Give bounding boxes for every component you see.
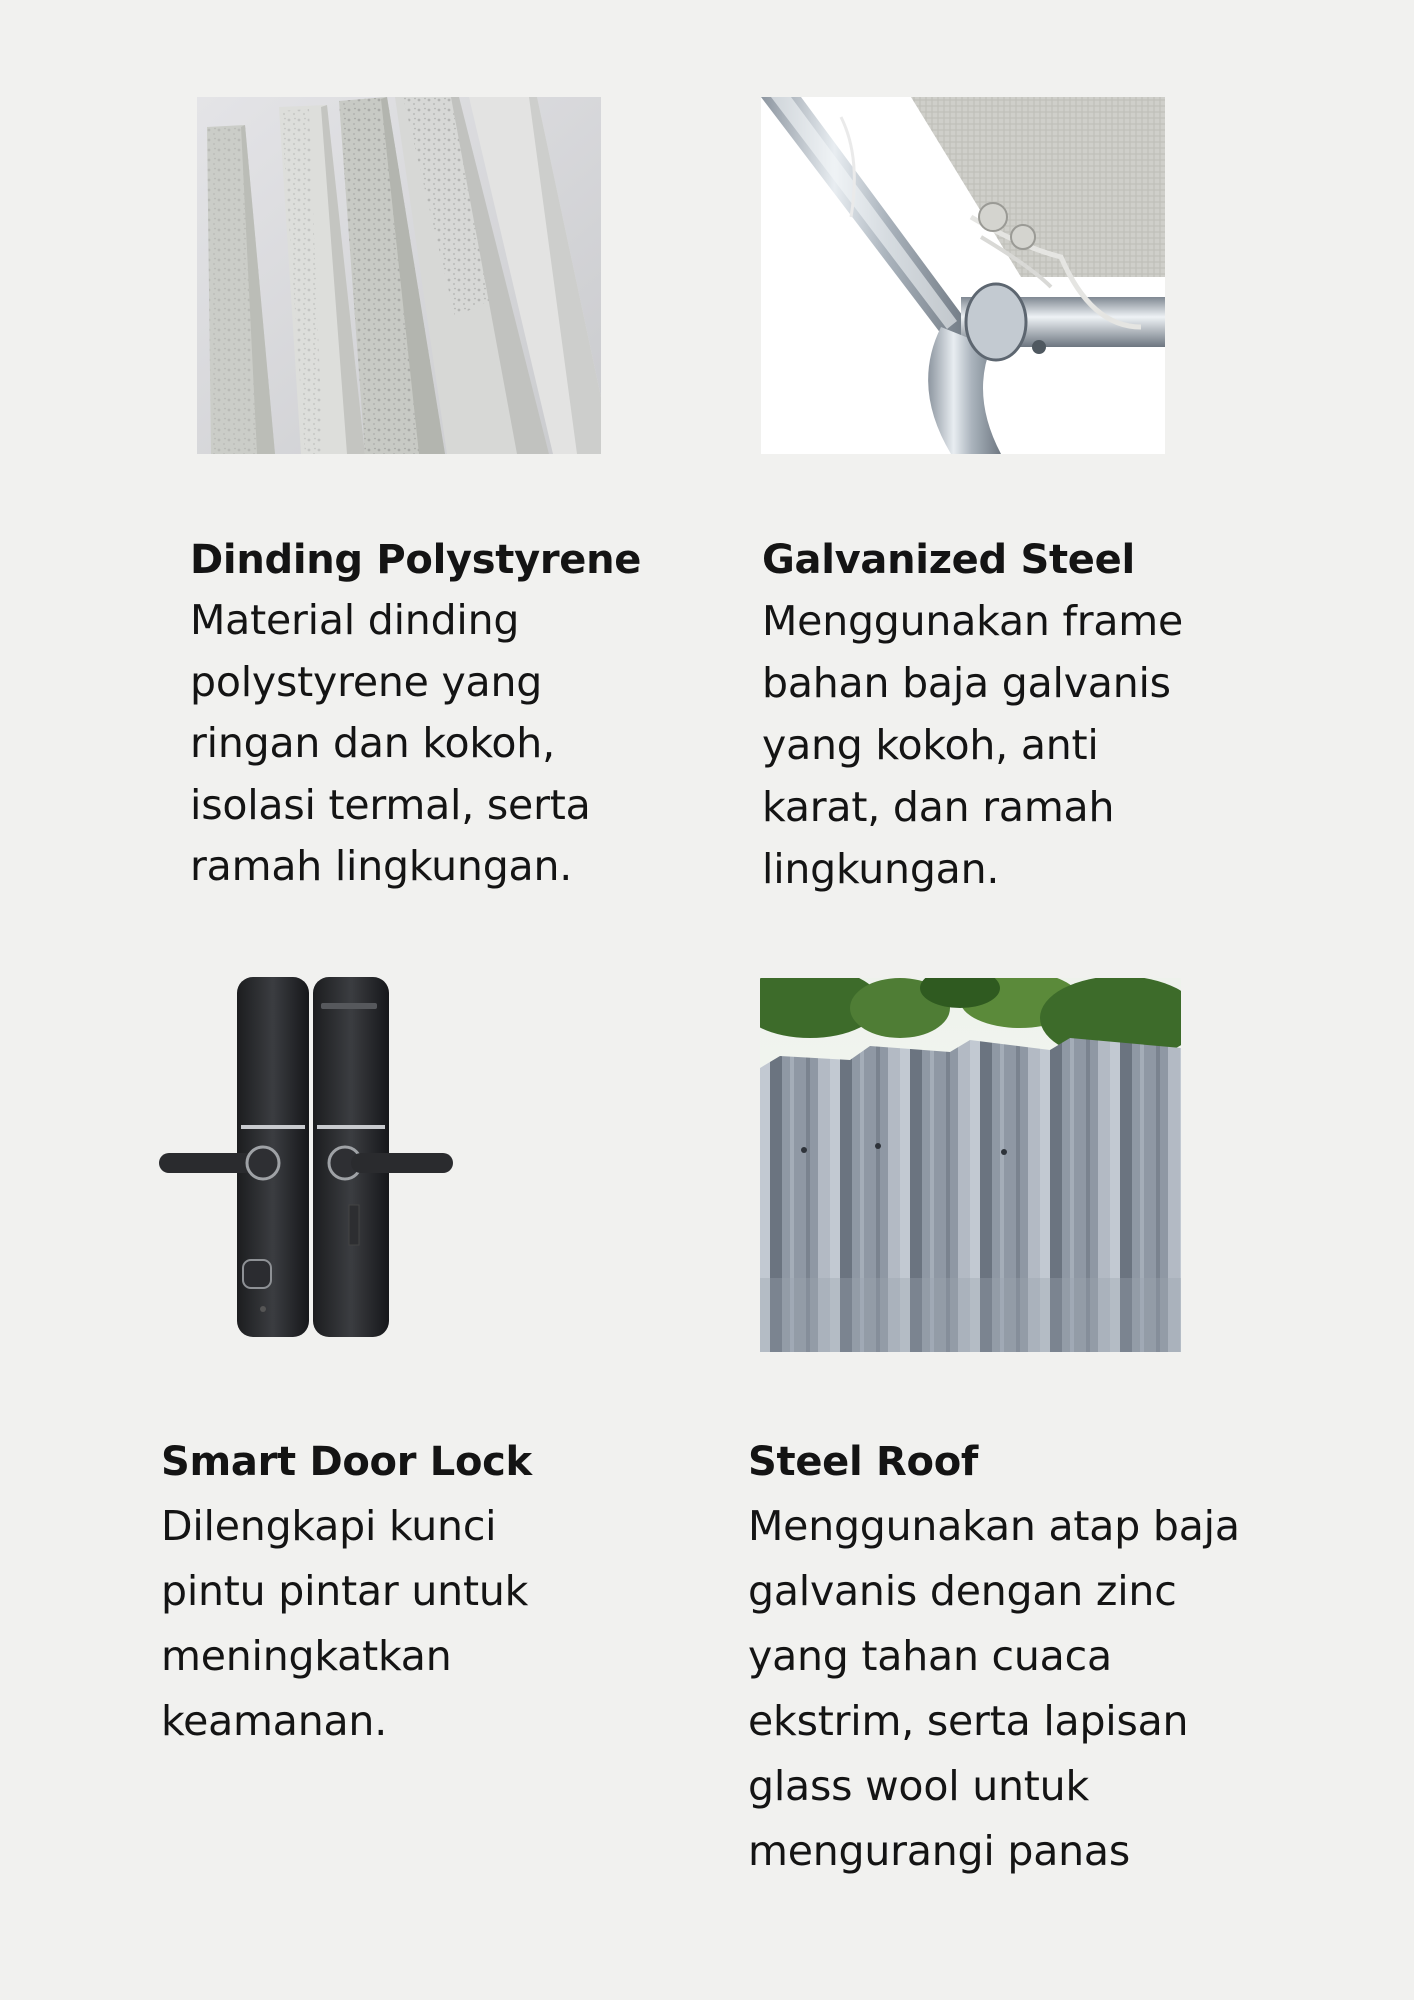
feature-description — [748, 1494, 1240, 1884]
polystyrene-panels-icon — [197, 97, 601, 454]
description-line: Menggunakan frame — [762, 597, 1184, 645]
description-line: pintu pintar untuk — [161, 1567, 529, 1615]
feature-description — [762, 590, 1183, 900]
description-line: meningkatkan — [161, 1632, 452, 1680]
steel-roof-icon — [760, 978, 1181, 1352]
galvanized-frame-icon — [761, 97, 1165, 454]
feature-title: Smart Door Lock — [161, 1439, 532, 1485]
description-line: yang kokoh, anti — [762, 721, 1099, 769]
description-line: polystyrene yang — [190, 657, 543, 706]
feature-description — [190, 590, 591, 898]
feature-title: Galvanized Steel — [762, 537, 1135, 583]
description-line: bahan baja galvanis — [762, 659, 1171, 707]
polystyrene-panels-photo — [197, 97, 601, 454]
smart-door-lock-icon — [155, 975, 465, 1340]
description-line: galvanis dengan zinc — [748, 1567, 1177, 1615]
feature-title: Dinding Polystyrene — [190, 537, 642, 583]
description-line: ekstrim, serta lapisan — [748, 1697, 1189, 1745]
description-line: Material dinding — [190, 596, 520, 644]
description-line: karat, dan ramah — [762, 783, 1115, 831]
description-line: isolasi termal, serta — [190, 780, 591, 829]
description-line: Dilengkapi kunci — [161, 1502, 497, 1550]
smart-door-lock-photo — [155, 975, 465, 1340]
description-line: ramah lingkungan. — [190, 842, 573, 890]
description-line: yang tahan cuaca — [748, 1632, 1112, 1680]
steel-roof-photo — [760, 978, 1181, 1352]
galvanized-frame-photo — [761, 97, 1165, 454]
description-line: mengurangi panas — [748, 1827, 1130, 1875]
description-line: keamanan. — [161, 1697, 388, 1745]
description-line: Menggunakan atap baja — [748, 1502, 1240, 1550]
description-line: ringan dan kokoh, — [190, 719, 555, 767]
description-line: lingkungan. — [762, 845, 1000, 893]
feature-title: Steel Roof — [748, 1439, 978, 1485]
feature-description — [161, 1494, 528, 1754]
description-line: glass wool untuk — [748, 1762, 1089, 1810]
